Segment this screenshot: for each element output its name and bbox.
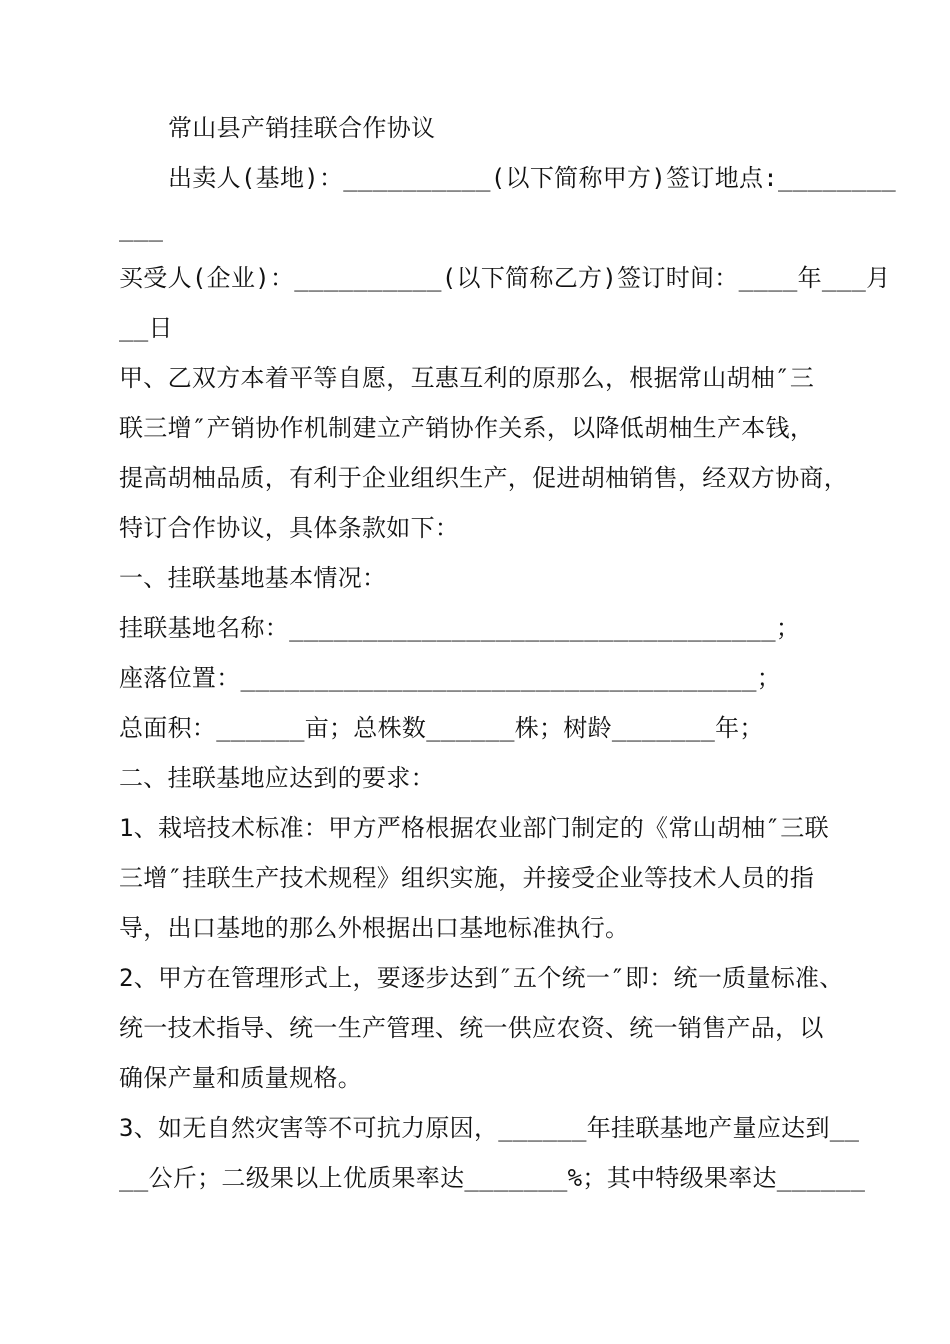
paragraph-line: 联三增″产销协作机制建立产销协作关系，以降低胡柚生产本钱， [119, 414, 815, 442]
seller-line: 出卖人(基地)：__________(以下简称甲方)签订地点:________ [168, 164, 897, 192]
clause-line: 3、如无自然灾害等不可抗力原因，______年挂联基地产量应达到__ [119, 1114, 860, 1142]
location-line: 座落位置：___________________________________； [119, 664, 782, 692]
area-line: 总面积：______亩；总株数______株；树龄_______年； [119, 714, 764, 742]
paragraph-line: 特订合作协议，具体条款如下： [119, 514, 460, 542]
clause-line: 2、甲方在管理形式上，要逐步达到″五个统一″即：统一质量标准、 [119, 964, 844, 992]
paragraph-line: 提高胡柚品质，有利于企业组织生产，促进胡柚销售，经双方协商， [119, 464, 848, 492]
section-heading: 一、挂联基地基本情况： [119, 564, 387, 592]
clause-line: 确保产量和质量规格。 [119, 1064, 362, 1092]
document-title: 常山县产销挂联合作协议 [168, 114, 436, 142]
clause-line: __公斤；二级果以上优质果率达_______%；其中特级果率达______ [119, 1164, 866, 1192]
seller-line-continued: ___ [119, 214, 164, 242]
clause-line: 统一技术指导、统一生产管理、统一供应农资、统一销售产品，以 [119, 1014, 824, 1042]
paragraph-line: 甲、乙双方本着平等自愿，互惠互利的原那么，根据常山胡柚″三 [119, 364, 815, 392]
buyer-line-continued: __日 [119, 314, 173, 342]
clause-line: 导，出口基地的那么外根据出口基地标准执行。 [119, 914, 630, 942]
clause-line: 1、栽培技术标准：甲方严格根据农业部门制定的《常山胡柚″三联 [119, 814, 829, 842]
base-name-line: 挂联基地名称：_________________________________； [119, 614, 801, 642]
buyer-line: 买受人(企业)：__________(以下简称乙方)签订时间：____年___月 [119, 264, 891, 292]
section-heading: 二、挂联基地应达到的要求： [119, 764, 435, 792]
clause-line: 三增″挂联生产技术规程》组织实施，并接受企业等技术人员的指 [119, 864, 815, 892]
